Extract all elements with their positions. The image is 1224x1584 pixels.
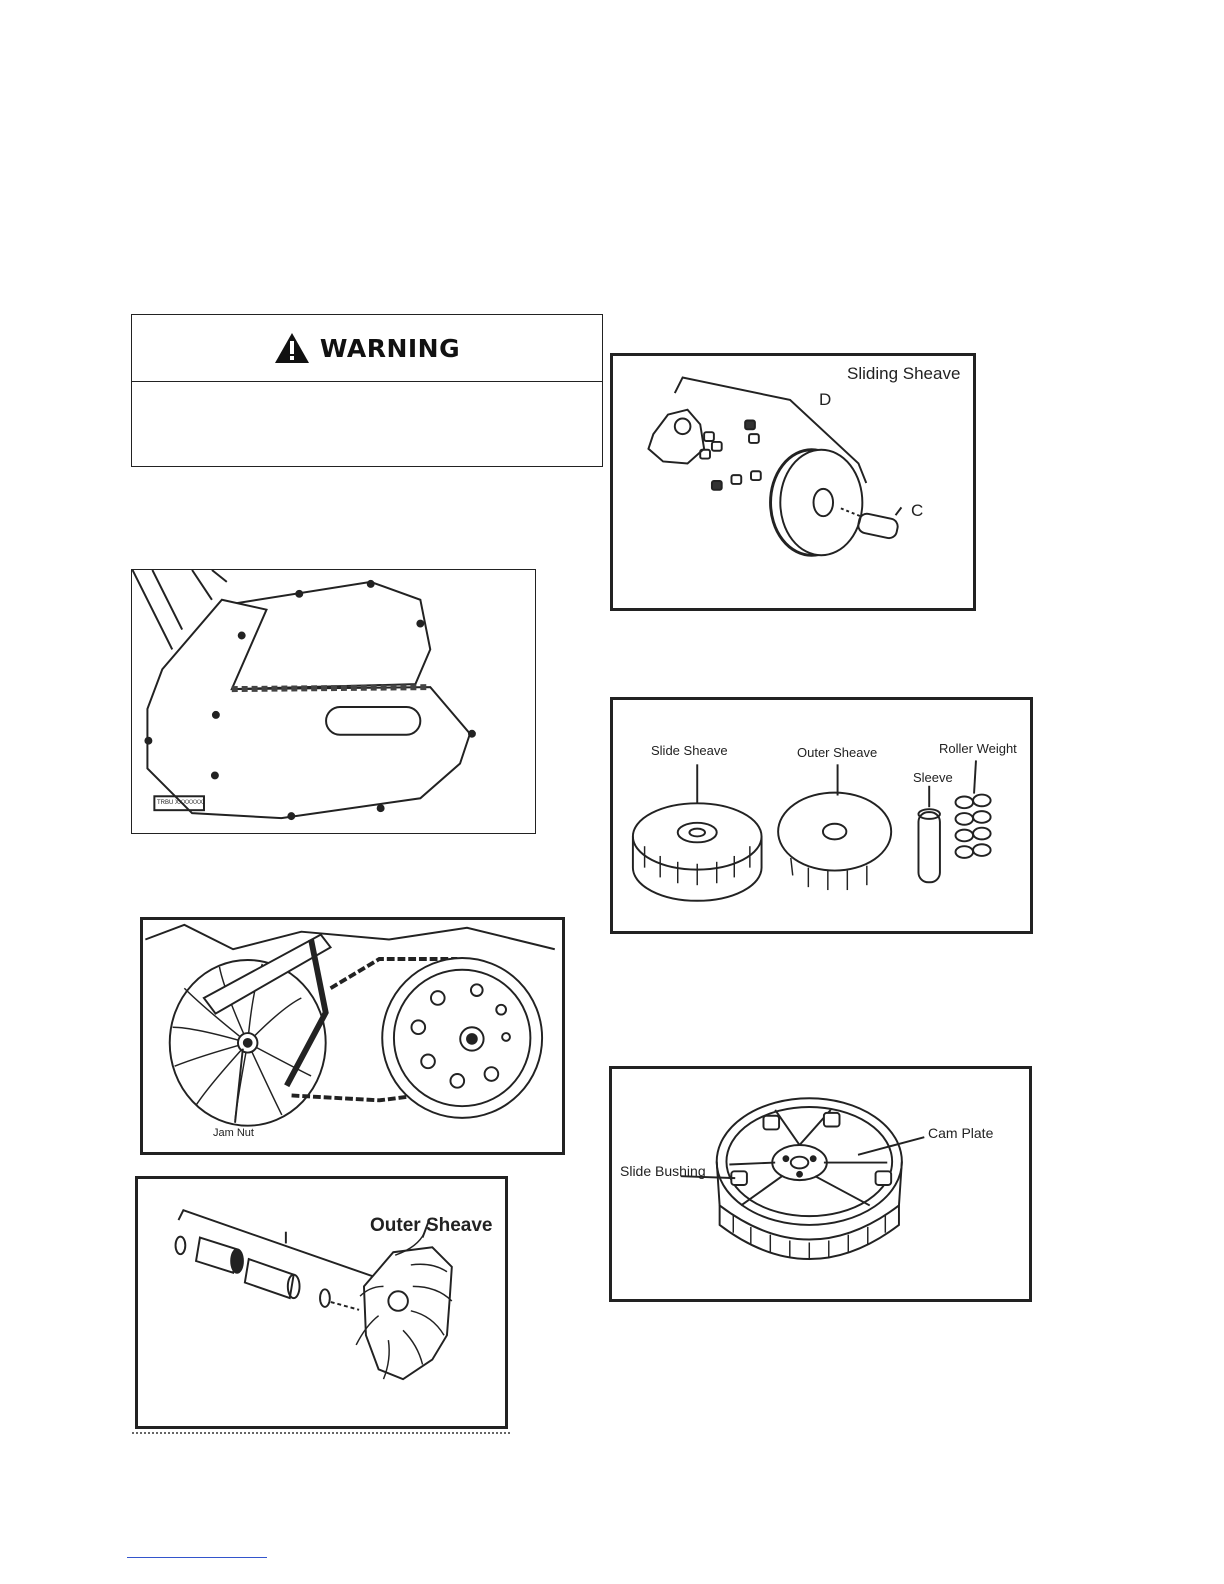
dotted-divider — [132, 1432, 510, 1434]
cam-plate-drawing — [612, 1069, 1029, 1299]
drive-parts-drawing — [613, 700, 1030, 931]
warning-box — [131, 314, 603, 467]
outer-sheave-title: Outer Sheave — [370, 1215, 493, 1236]
outer-sheave-figure — [135, 1176, 508, 1429]
cover-figure — [131, 569, 536, 834]
label-jam-nut: Jam Nut — [213, 1127, 254, 1139]
warning-header — [132, 315, 602, 382]
warning-triangle-icon — [274, 332, 310, 364]
sliding-sheave-drawing — [613, 356, 973, 608]
label-slide-sheave: Slide Sheave — [651, 743, 728, 758]
sliding-sheave-figure — [610, 353, 976, 611]
sliding-sheave-title: Sliding Sheave — [847, 364, 961, 383]
jam-nut-drawing — [143, 920, 562, 1152]
cover-drawing — [132, 570, 535, 833]
drive-parts-figure — [610, 697, 1033, 934]
label-cam-plate: Cam Plate — [928, 1125, 994, 1141]
footer-link-underline — [127, 1557, 267, 1558]
label-sleeve: Sleeve — [913, 770, 953, 785]
label-c: C — [911, 501, 924, 520]
jam-nut-figure — [140, 917, 565, 1155]
label-slide-bushing: Slide Bushing — [620, 1163, 706, 1179]
label-roller-weight: Roller Weight — [939, 741, 1017, 756]
label-outer-sheave: Outer Sheave — [797, 745, 878, 760]
label-d: D — [819, 390, 832, 409]
warning-title: WARNING — [319, 333, 461, 363]
cam-plate-figure — [609, 1066, 1032, 1302]
cover-serial-plate: TRBU XXXXXXX — [157, 800, 204, 806]
